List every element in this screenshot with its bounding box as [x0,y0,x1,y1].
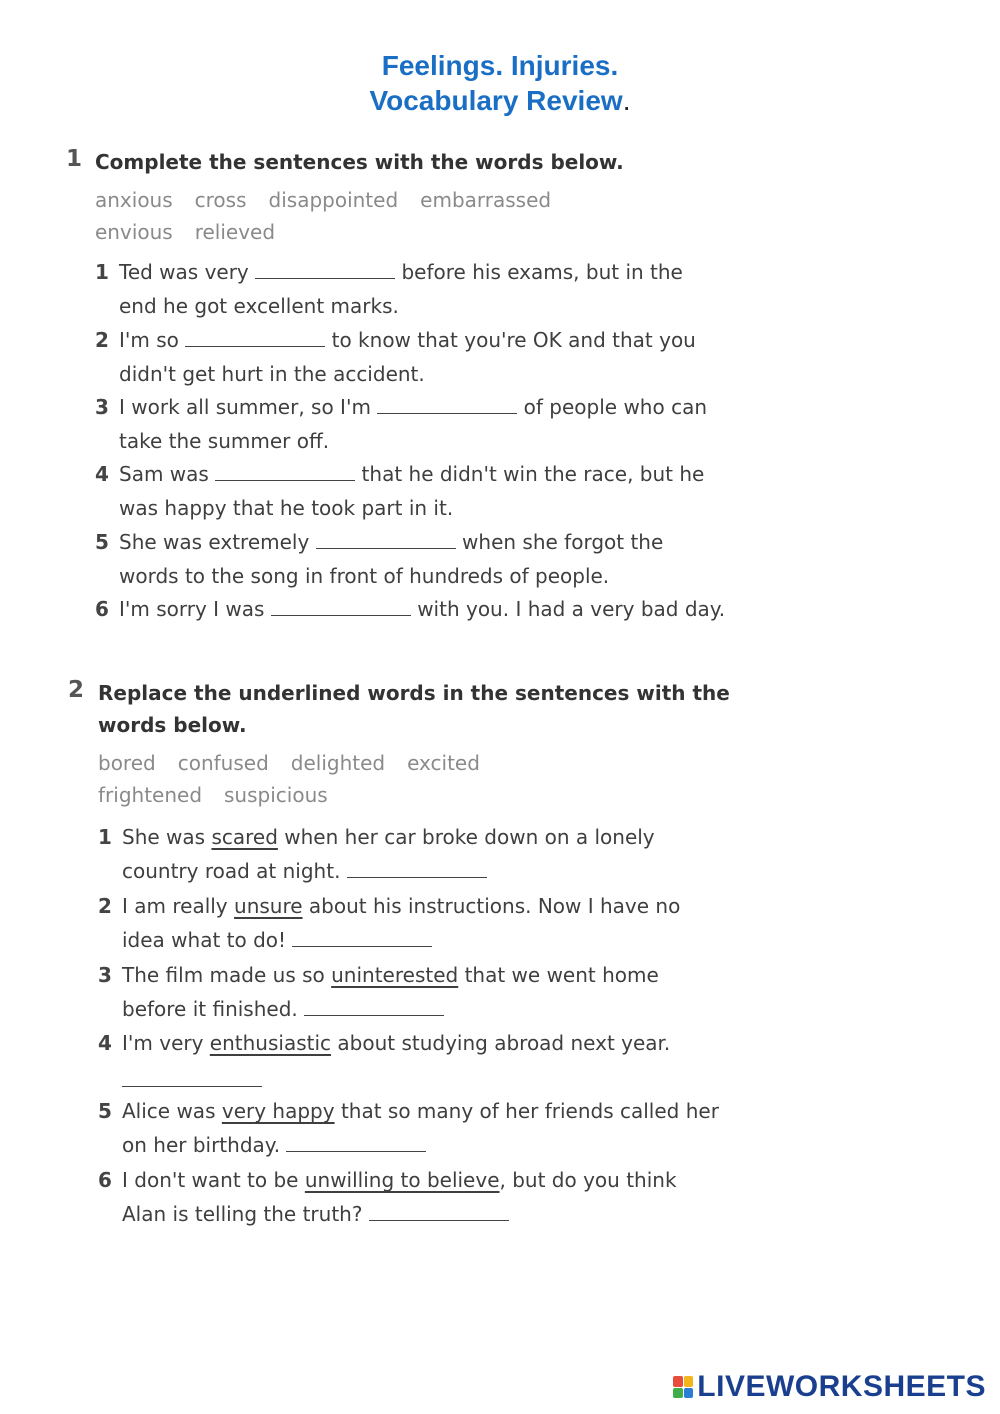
item-text-before: She was extremely [119,530,310,554]
item-text-before: She was [122,825,206,849]
page-title-text: Vocabulary Review [369,85,623,116]
liveworksheets-logo[interactable] [673,1370,986,1404]
word-bank-item: suspicious [224,783,328,807]
section2-number: 2 [68,677,85,703]
item-number: 2 [95,328,109,352]
item-text-after: with you. I had a very bad day. [417,597,726,621]
section2-word-bank-row2 [98,779,350,811]
underlined-word: very happy [221,1099,335,1123]
word-bank-item: frightened [98,783,203,807]
item-number: 4 [98,1031,112,1055]
item-text-before: Sam was [119,462,209,486]
word-bank-item: confused [177,751,269,775]
item-number: 1 [98,825,112,849]
word-bank-item: delighted [290,751,386,775]
item-number: 4 [95,462,109,486]
item-number: 2 [98,894,112,918]
answer-blank-1-6[interactable] [271,593,411,616]
item-number: 6 [98,1168,112,1192]
word-bank-item: bored [98,751,156,775]
answer-blank-1-5[interactable] [316,526,456,549]
logo-square [673,1376,683,1387]
logo-mark-icon [673,1376,693,1398]
word-bank-item: anxious [95,188,173,212]
word-bank-item: embarrassed [420,188,552,212]
answer-blank-1-4[interactable] [215,458,355,481]
section2-instruction-line1: Replace the underlined words in the sentences with the [98,681,730,705]
section1-word-bank-row1 [95,184,573,216]
item-text-line2: before it finished. [122,997,298,1021]
answer-blank-1-3[interactable] [377,391,517,414]
logo-square [673,1388,683,1399]
item-text-after: that we went home [464,963,659,987]
item-text-after: when her car broke down on a lonely [284,825,655,849]
item-text-line2: on her birthday. [122,1133,281,1157]
answer-blank-2-5[interactable] [286,1129,426,1152]
word-bank-item: envious [95,220,173,244]
item-text-line2: Alan is telling the truth? [122,1202,363,1226]
answer-blank-2-6[interactable] [369,1198,509,1221]
page-title-dot: . [622,85,631,116]
item-text-before: I'm sorry I was [119,597,265,621]
section1-number: 1 [66,146,83,172]
answer-blank-1-1[interactable] [255,256,395,279]
underlined-word: unsure [234,894,303,918]
item-text-after: that so many of her friends called her [340,1099,719,1123]
underlined-word: unwilling to believe [304,1168,500,1192]
item-number: 3 [95,395,109,419]
logo-text: LIVEWORKSHEETS [697,1370,986,1403]
item-number: 6 [95,597,109,621]
item-text-before: The film made us so [122,963,325,987]
logo-square [684,1376,694,1387]
item-text-line2: didn't get hurt in the accident. [119,362,425,386]
section1-instruction: Complete the sentences with the words below. [95,150,624,174]
answer-blank-2-4[interactable] [122,1064,262,1087]
section2-instruction [98,677,730,741]
item-text-before: Alice was [122,1099,216,1123]
item-text-line2: country road at night. [122,859,341,883]
item-text-before: I'm so [119,328,179,352]
item-text-before: I am really [122,894,228,918]
answer-blank-2-1[interactable] [347,855,487,878]
item-number: 1 [95,260,109,284]
answer-blank-2-3[interactable] [304,993,444,1016]
section2-word-bank-row1 [98,747,502,779]
item-text-line2: words to the song in front of hundreds of people. [119,564,610,588]
item-text-before: I work all summer, so I'm [119,395,371,419]
underlined-word: uninterested [331,963,459,987]
item-text-before: Ted was very [119,260,249,284]
word-bank-item: cross [194,188,247,212]
logo-square [684,1388,694,1399]
item-text-after: , but do you think [499,1168,677,1192]
page-title-line2 [0,85,1000,117]
underlined-word: scared [211,825,278,849]
item-text-before: I don't want to be [122,1168,299,1192]
item-number: 5 [95,530,109,554]
item-text-after: to know that you're OK and that you [331,328,696,352]
section1-word-bank-row2 [95,216,297,248]
answer-blank-2-2[interactable] [292,924,432,947]
word-bank-item: excited [407,751,480,775]
answer-blank-1-2[interactable] [185,324,325,347]
word-bank-item: relieved [194,220,276,244]
item-number: 3 [98,963,112,987]
item-text-after: about his instructions. Now I have no [308,894,681,918]
item-text-line2: idea what to do! [122,928,287,952]
item-text-after: of people who can [523,395,707,419]
item-text-before: I'm very [122,1031,204,1055]
item-number: 5 [98,1099,112,1123]
section2-instruction-line2: words below. [98,713,247,737]
item-text-line2: take the summer off. [119,429,330,453]
word-bank-item: disappointed [268,188,399,212]
item-text-line2: end he got excellent marks. [119,294,399,318]
item-text-line2: was happy that he took part in it. [119,496,454,520]
item-text-after: about studying abroad next year. [337,1031,671,1055]
page-title-line1: Feelings. Injuries. [381,50,619,81]
item-text-after: when she forgot the [462,530,664,554]
underlined-word: enthusiastic [209,1031,332,1055]
item-text-after: that he didn't win the race, but he [361,462,705,486]
item-text-after: before his exams, but in the [401,260,683,284]
